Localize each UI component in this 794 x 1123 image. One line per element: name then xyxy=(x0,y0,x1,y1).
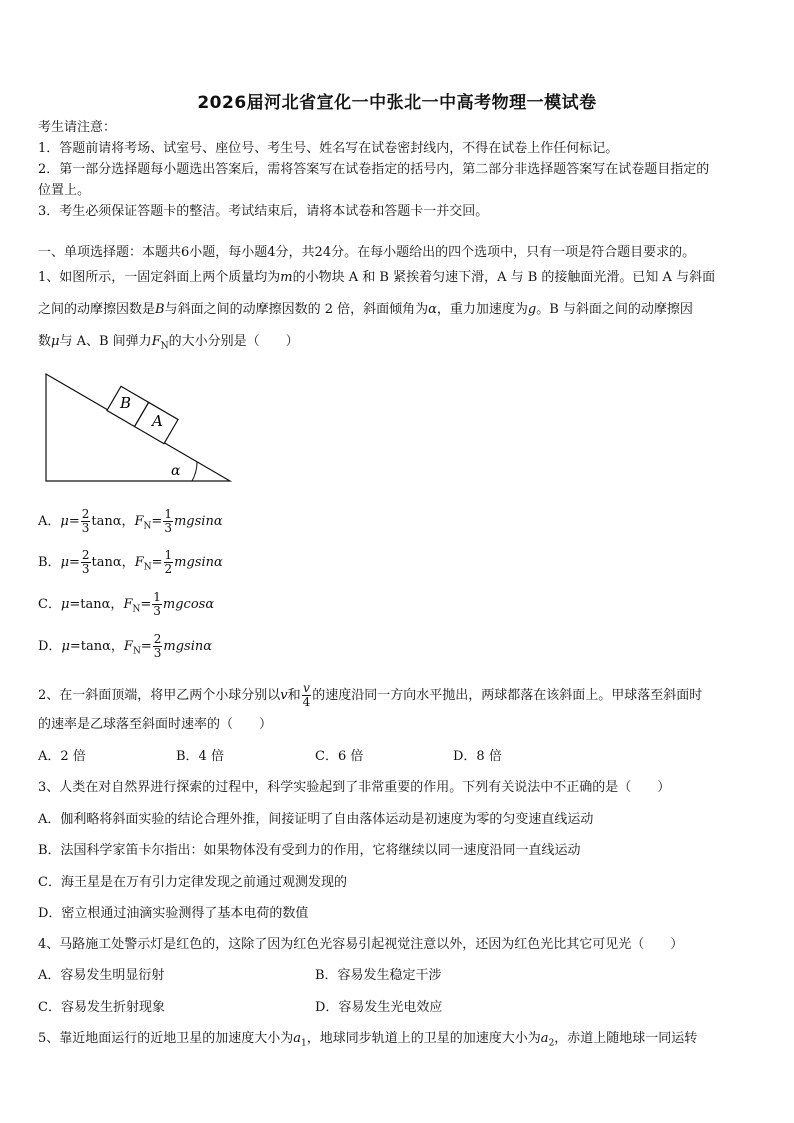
q1-option-c[interactable]: C．μ=tanα，$F_N=$ $\frac{1}{3}$ mgcosα xyxy=(38,590,215,618)
block-a-label: A xyxy=(152,412,163,430)
q2-stem-line2: 的速率是乙球落至斜面时速率的（ ） xyxy=(38,717,273,732)
notice-item-2-cont: 位置上。 xyxy=(38,183,91,198)
q4-option-b[interactable]: B．容易发生稳定干涉 xyxy=(315,968,442,983)
page-title: 2026届河北省宣化一中张北一中高考物理一模试卷 xyxy=(197,93,597,113)
q1-stem-line1: 1、如图所示，一固定斜面上两个质量均为m的小物块 A 和 B 紧挨着匀速下滑，A 与 B 的接触面光滑。已知 A 与斜面 xyxy=(38,270,716,285)
q2-option-d[interactable]: D．8 倍 xyxy=(453,749,502,764)
q1-stem-line3: 数μ与 A、B 间弹力$F_N$的大小分别是（ ） xyxy=(38,334,299,352)
q4-option-c[interactable]: C．容易发生折射现象 xyxy=(38,1000,165,1015)
q4-stem: 4、马路施工处警示灯是红色的，这除了因为红色光容易引起视觉注意以外，还因为红色光比其它可见光（ ） xyxy=(38,937,684,952)
angle-arc xyxy=(192,462,197,481)
q2-option-a[interactable]: A．2 倍 xyxy=(38,749,86,764)
notice-item-3: 3．考生必须保证答题卡的整洁。考试结束后，请将本试卷和答题卡一并交回。 xyxy=(38,204,489,219)
notice-item-2: 2．第一部分选择题每小题选出答案后，需将答案写在试卷指定的括号内，第二部分非选择题答案写在试卷题目指定的 xyxy=(38,162,710,177)
q4-option-a[interactable]: A．容易发生明显衍射 xyxy=(38,968,165,983)
incline-figure xyxy=(40,368,240,488)
blocks-group xyxy=(107,386,178,443)
q4-option-d[interactable]: D．容易发生光电效应 xyxy=(315,1000,443,1015)
notice-heading: 考生请注意： xyxy=(38,120,117,135)
q3-option-a[interactable]: A．伽利略将斜面实验的结论合理外推，间接证明了自由落体运动是初速度为零的匀变速直线运动 xyxy=(38,812,594,827)
q2-option-c[interactable]: C．6 倍 xyxy=(315,749,364,764)
q1-option-d[interactable]: D．μ=tanα，$F_N=$ $\frac{2}{3}$ mgsinα xyxy=(38,632,213,660)
q1-option-b[interactable]: B．μ= $\frac{2}{3}$ tanα，$F_N=$ $\frac{1}{2}$ mgsinα xyxy=(38,548,223,576)
q3-option-c[interactable]: C．海王星是在万有引力定律发现之前通过观测发现的 xyxy=(38,875,347,890)
q1-stem-line2: 之间的动摩擦因数是B与斜面之间的动摩擦因数的 2 倍，斜面倾角为α，重力加速度为g。B 与斜面之间的动摩擦因 xyxy=(38,302,693,317)
q3-option-d[interactable]: D．密立根通过油滴实验测得了基本电荷的数值 xyxy=(38,906,309,921)
section-heading: 一、单项选择题：本题共6小题，每小题4分，共24分。在每小题给出的四个选项中，只有一项是符合题目要求的。 xyxy=(38,245,696,260)
q3-stem: 3、人类在对自然界进行探索的过程中，科学实验起到了非常重要的作用。下列有关说法中不正确的是（ ） xyxy=(38,780,671,795)
angle-label: α xyxy=(171,463,181,479)
q3-option-b[interactable]: B．法国科学家笛卡尔指出：如果物体没有受到力的作用，它将继续以同一速度沿同一直线运动 xyxy=(38,843,581,858)
q5-stem-line1: 5、靠近地面运行的近地卫星的加速度大小为$a_1$，地球同步轨道上的卫星的加速度大小为$a_2$，赤道上随地球一同运转 xyxy=(38,1031,698,1049)
notice-item-1: 1．答题前请将考场、试室号、座位号、考生号、姓名写在试卷密封线内，不得在试卷上作任何标记。 xyxy=(38,141,619,156)
q2-stem-line1: 2、在一斜面顶端，将甲乙两个小球分别以v和 $\frac{v}{4}$ 的速度沿同一方向水平抛出，两球都落在该斜面上。甲球落至斜面时 xyxy=(38,681,703,709)
block-b-label: B xyxy=(120,394,132,412)
q1-option-a[interactable]: A．μ= $\frac{2}{3}$ tanα，$F_N=$ $\frac{1}{3}$ mgsinα xyxy=(38,507,223,535)
q2-option-b[interactable]: B．4 倍 xyxy=(176,749,224,764)
